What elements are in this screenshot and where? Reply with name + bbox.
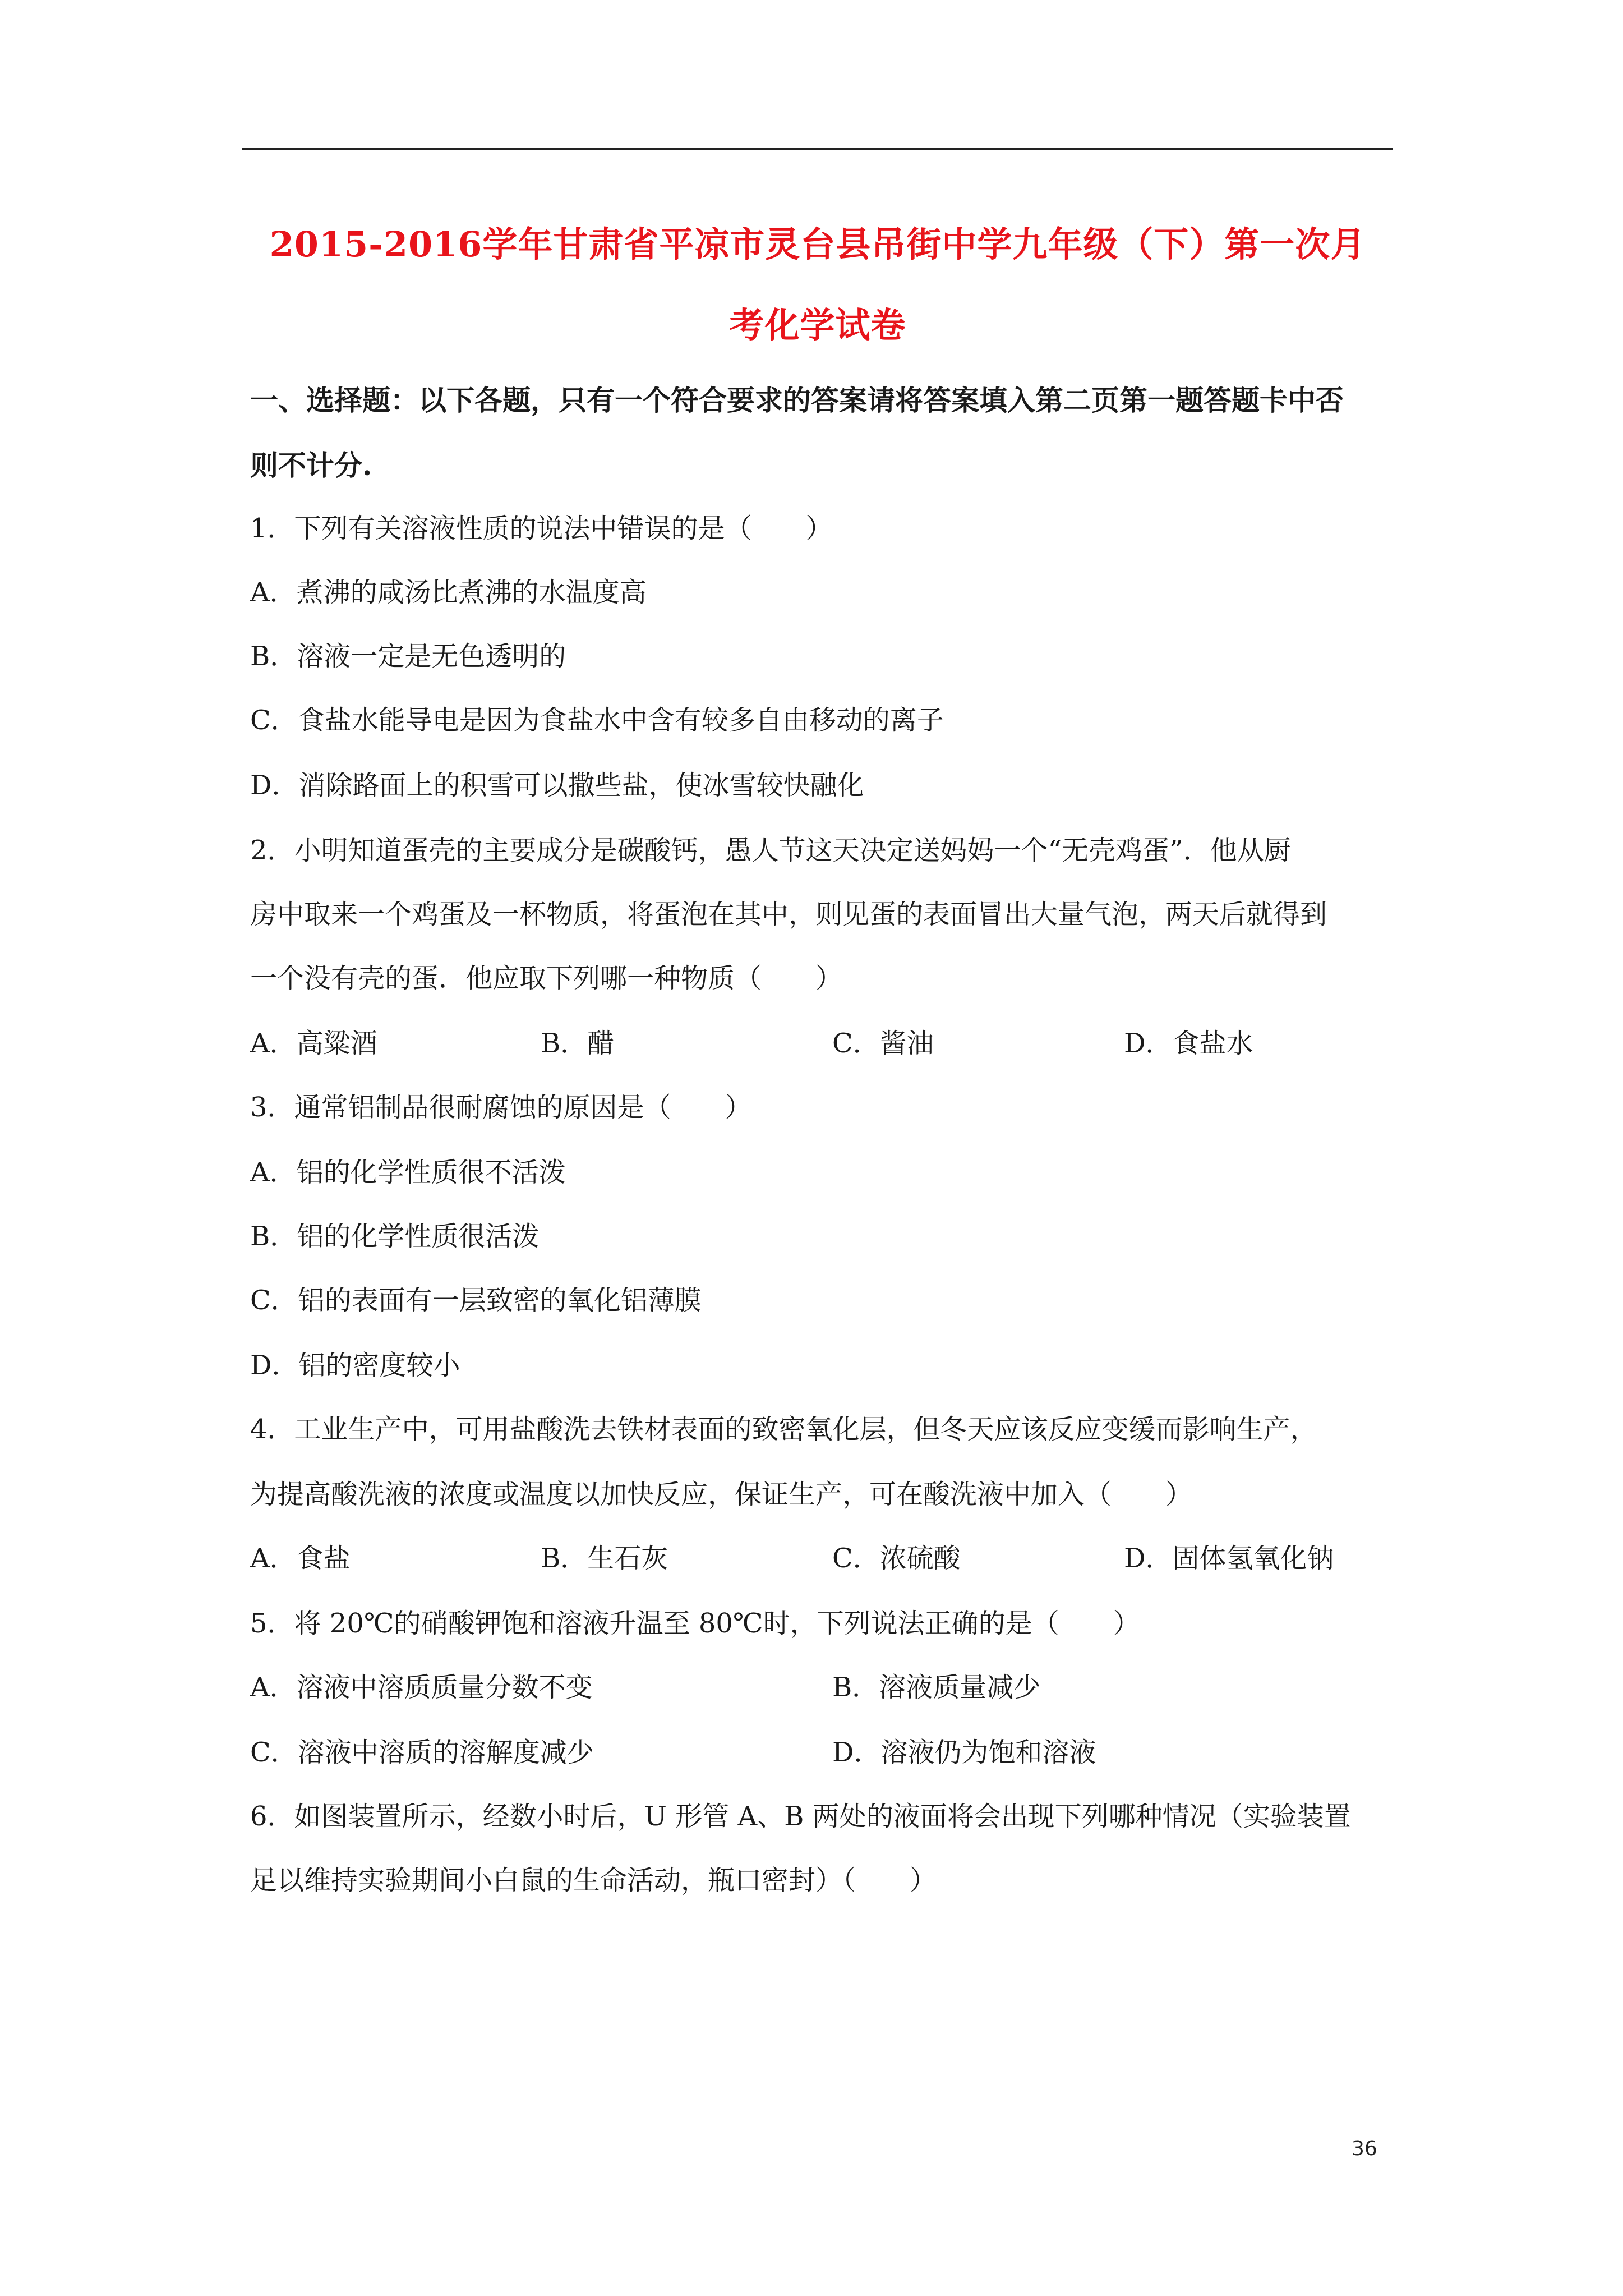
question-1-option-a: A．煮沸的咸汤比煮沸的水温度高: [250, 577, 647, 608]
question-2-stem-line-1: 2．小明知道蛋壳的主要成分是碳酸钙，愚人节这天决定送妈妈一个“无壳鸡蛋”．他从厨: [250, 835, 1291, 866]
question-1-option-b: B．溶液一定是无色透明的: [250, 641, 566, 672]
question-3-option-c: C．铝的表面有一层致密的氧化铝薄膜: [250, 1285, 702, 1316]
page-number: 36: [1352, 2137, 1377, 2160]
section-heading-line-2: 则不计分.: [250, 449, 372, 482]
question-4-option-c: C．浓硫酸: [832, 1543, 961, 1574]
question-2-option-d: D．食盐水: [1124, 1028, 1253, 1059]
question-3-option-a: A．铝的化学性质很不活泼: [250, 1157, 566, 1188]
question-4-option-d: D．固体氢氧化钠: [1124, 1543, 1334, 1574]
question-6-stem-line-1: 6．如图装置所示，经数小时后，U 形管 A、B 两处的液面将会出现下列哪种情况（实验装置: [250, 1801, 1351, 1832]
question-4-option-b: B．生石灰: [541, 1543, 668, 1574]
question-4-stem-line-2: 为提高酸洗液的浓度或温度以加快反应，保证生产，可在酸洗液中加入（ ）: [250, 1479, 1193, 1510]
question-5-option-b: B．溶液质量减少: [832, 1672, 1041, 1703]
document-title-line-2: 考化学试卷: [729, 305, 906, 346]
question-2-option-a: A．高粱酒: [250, 1028, 377, 1059]
question-3-option-d: D．铝的密度较小: [250, 1350, 460, 1381]
question-1-stem: 1．下列有关溶液性质的说法中错误的是（ ）: [250, 513, 833, 544]
question-5-stem: 5．将 20℃的硝酸钾饱和溶液升温至 80℃时，下列说法正确的是（ ）: [250, 1608, 1140, 1639]
document-title-line-1: 2015-2016学年甘肃省平凉市灵台县吊街中学九年级（下）第一次月: [269, 224, 1366, 265]
question-3-stem: 3．通常铝制品很耐腐蚀的原因是（ ）: [250, 1092, 752, 1123]
question-5-option-a: A．溶液中溶质质量分数不变: [250, 1672, 593, 1703]
question-2-stem-line-3: 一个没有壳的蛋．他应取下列哪一种物质（ ）: [250, 963, 843, 994]
question-5-option-c: C．溶液中溶质的溶解度减少: [250, 1737, 594, 1768]
question-4-option-a: A．食盐: [250, 1543, 351, 1574]
question-2-stem-line-2: 房中取来一个鸡蛋及一杯物质，将蛋泡在其中，则见蛋的表面冒出大量气泡，两天后就得到: [250, 899, 1327, 930]
question-5-option-d: D．溶液仍为饱和溶液: [832, 1737, 1096, 1768]
question-3-option-b: B．铝的化学性质很活泼: [250, 1221, 540, 1252]
question-1-option-c: C．食盐水能导电是因为食盐水中含有较多自由移动的离子: [250, 705, 944, 736]
question-2-option-c: C．酱油: [832, 1028, 934, 1059]
header-rule: [242, 148, 1393, 150]
section-heading-line-1: 一、选择题：以下各题，只有一个符合要求的答案请将答案填入第二页第一题答题卡中否: [250, 384, 1344, 417]
question-1-option-d: D．消除路面上的积雪可以撒些盐，使冰雪较快融化: [250, 770, 864, 801]
question-2-option-b: B．醋: [541, 1028, 615, 1059]
question-4-stem-line-1: 4．工业生产中，可用盐酸洗去铁材表面的致密氧化层，但冬天应该反应变缓而影响生产，: [250, 1414, 1317, 1445]
question-6-stem-line-2: 足以维持实验期间小白鼠的生命活动，瓶口密封）（ ）: [250, 1865, 937, 1896]
